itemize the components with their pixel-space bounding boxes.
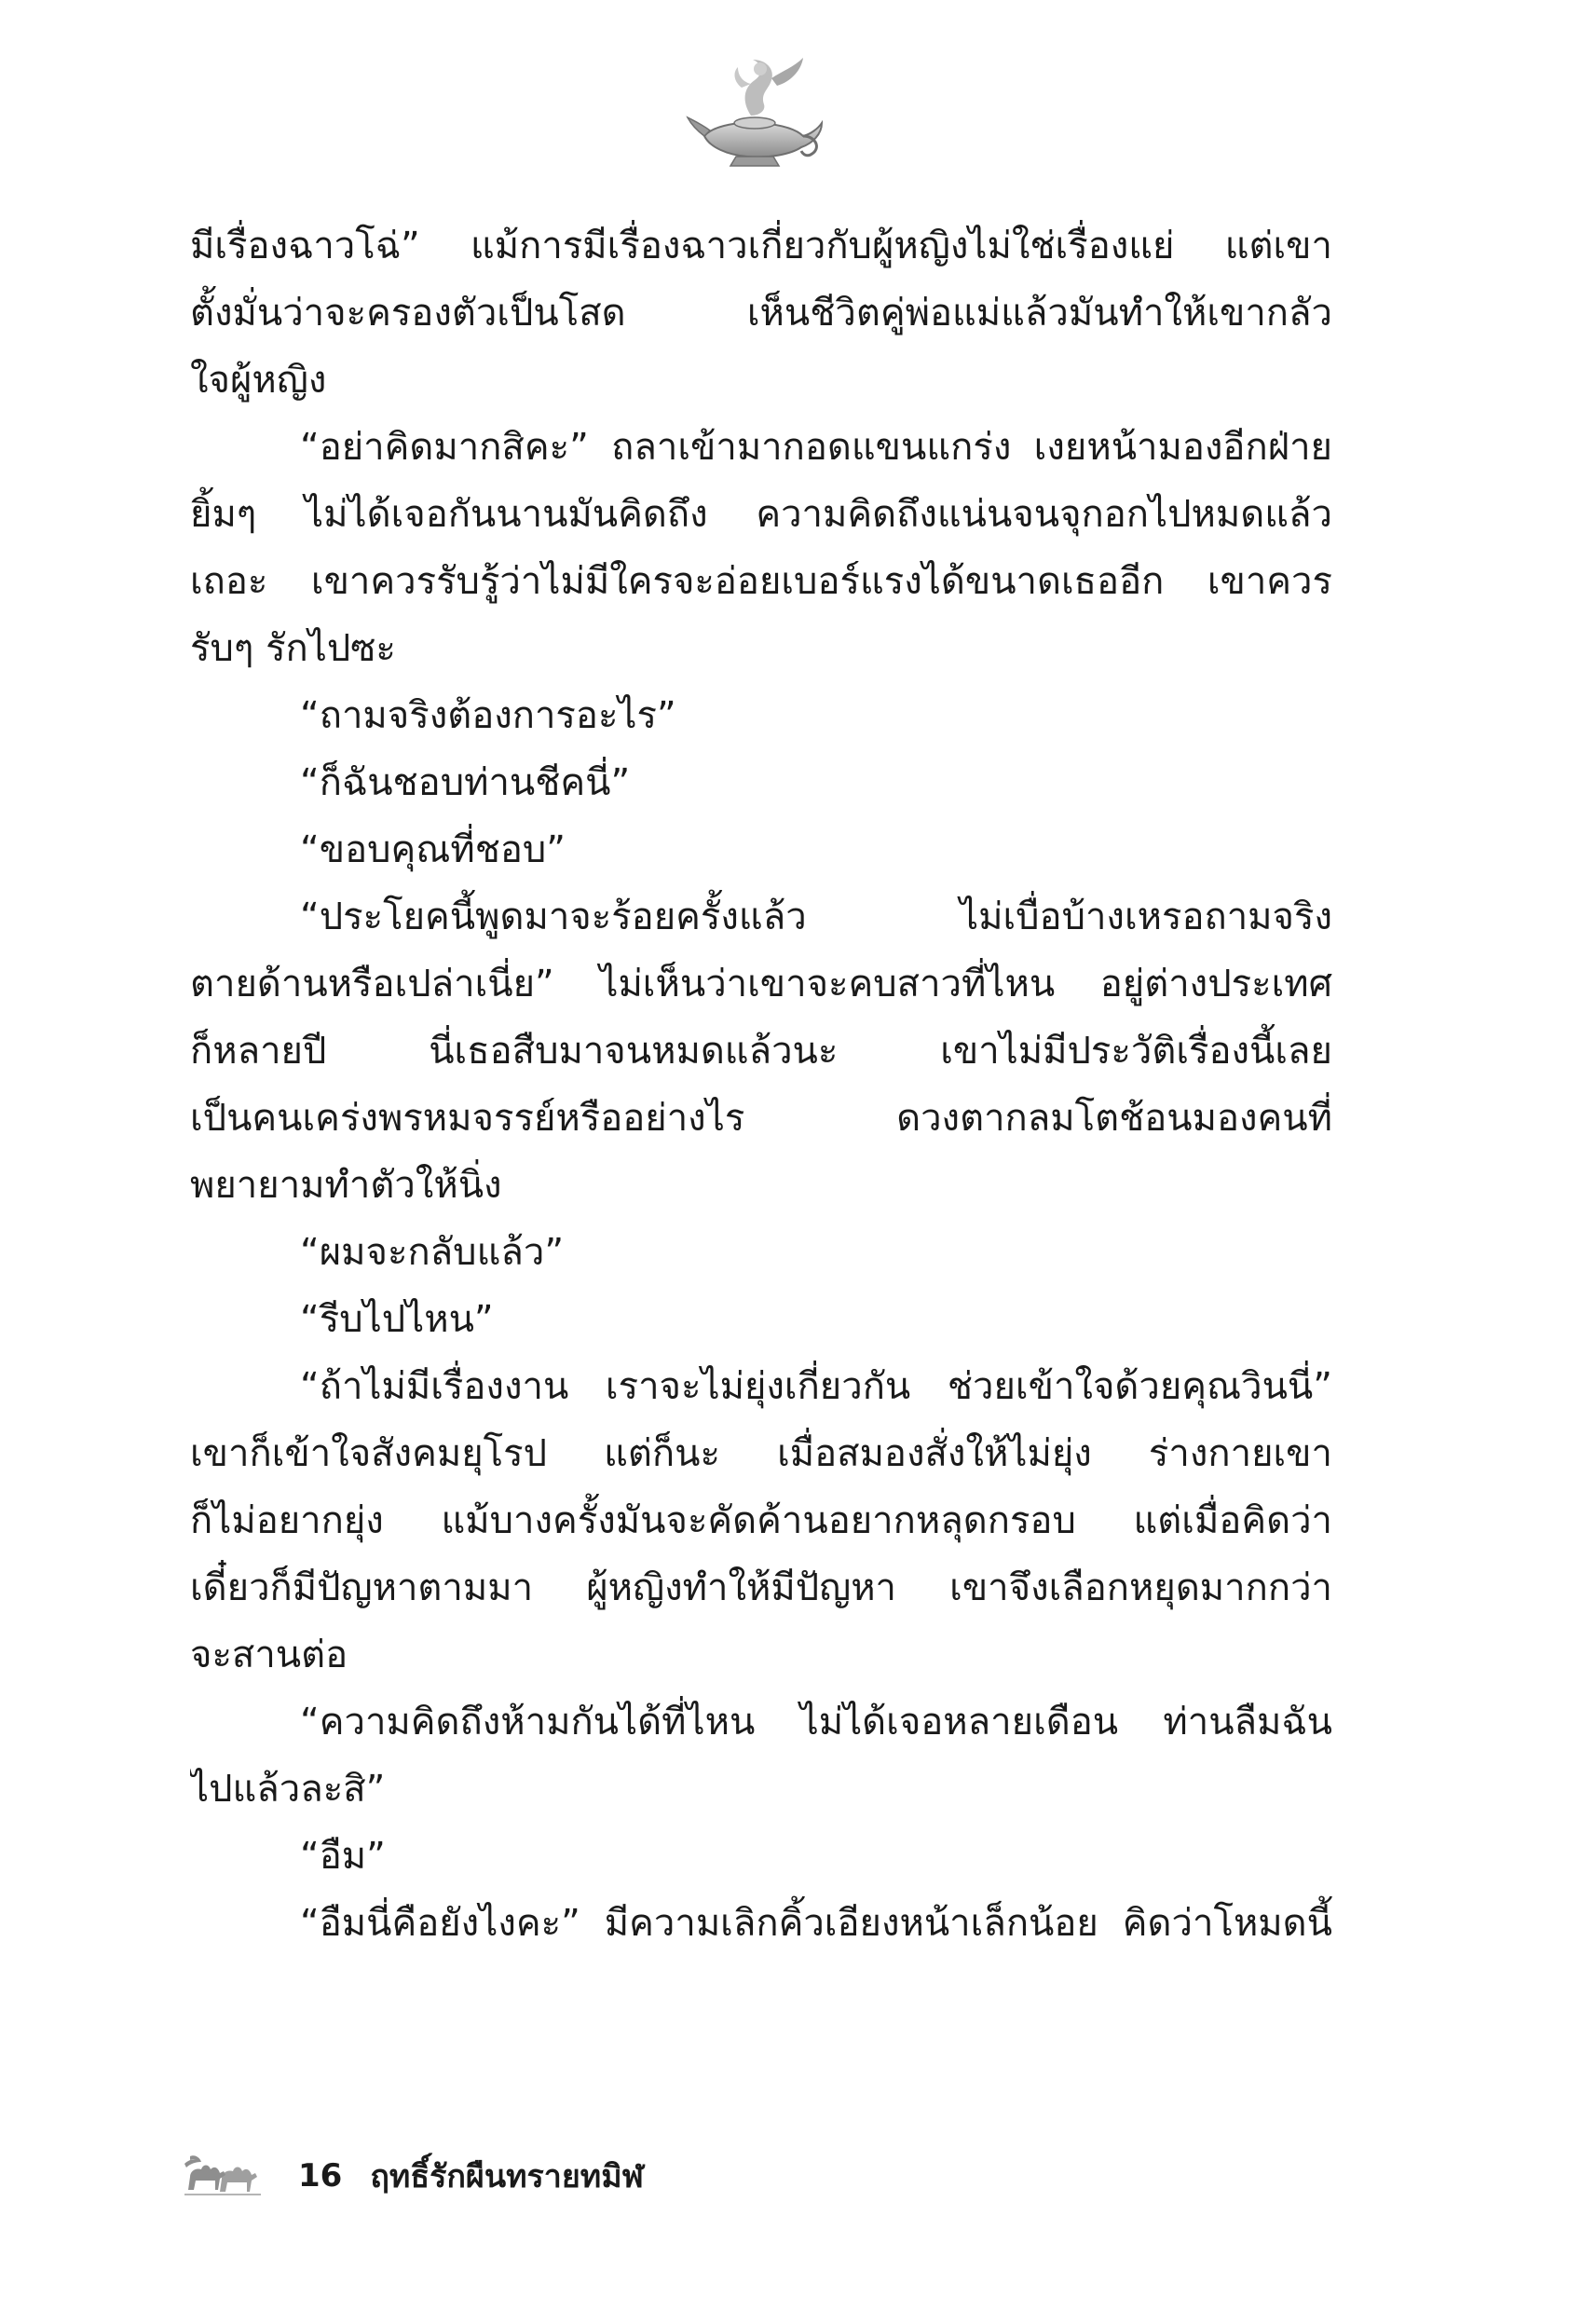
page-number: 16 xyxy=(298,2157,343,2195)
text-line: เถอะ เขาควรรับรู้ว่าไม่มีใครจะอ่อยเบอร์แรงได้ขนาดเธออีก เขาควร xyxy=(190,560,1332,603)
text-line: “ถ้าไม่มีเรื่องงาน เราจะไม่ยุ่งเกี่ยวกัน ช่วยเข้าใจด้วยคุณวินนี่” xyxy=(300,1365,1332,1408)
text-line: เขาก็เข้าใจสังคมยุโรป แต่ก็นะ เมื่อสมองสั่งให้ไม่ยุ่ง ร่างกายเขา xyxy=(190,1432,1332,1475)
book-title: ฤทธิ์รักผืนทรายทมิฬ xyxy=(370,2158,644,2195)
text-line: พยายามทำตัวให้นิ่ง xyxy=(190,1164,502,1207)
text-line: ใจผู้หญิง xyxy=(190,359,327,402)
text-line: ไปแล้วละสิ” xyxy=(190,1768,386,1811)
camel-caravan-icon xyxy=(183,2153,263,2199)
text-line: ตั้งมั่นว่าจะครองตัวเป็นโสด เห็นชีวิตคู่พ่อแม่แล้วมันทำให้เขากลัว xyxy=(190,292,1332,335)
text-line: “ความคิดถึงห้ามกันได้ที่ไหน ไม่ได้เจอหลายเดือน ท่านลืมฉัน xyxy=(300,1701,1332,1744)
text-line: “ถามจริงต้องการอะไร” xyxy=(300,694,676,737)
text-line: “อืม” xyxy=(300,1835,386,1878)
text-line: รับๆ รักไปซะ xyxy=(190,627,396,670)
text-line: เป็นคนเคร่งพรหมจรรย์หรืออย่างไร ดวงตากลมโตช้อนมองคนที่ xyxy=(190,1097,1332,1140)
text-line: “รีบไปไหน” xyxy=(300,1298,494,1341)
text-line: ตายด้านหรือเปล่าเนี่ย” ไม่เห็นว่าเขาจะคบสาวที่ไหน อยู่ต่างประเทศ xyxy=(190,963,1332,1005)
text-line: “ก็ฉันชอบท่านชีคนี่” xyxy=(300,761,631,804)
text-line: ก็หลายปี นี่เธอสืบมาจนหมดแล้วนะ เขาไม่มีประวัติเรื่องนี้เลย xyxy=(190,1030,1332,1073)
text-line: มีเรื่องฉาวโฉ่” แม้การมีเรื่องฉาวเกี่ยวกับผู้หญิงไม่ใช่เรื่องแย่ แต่เขา xyxy=(190,225,1332,267)
genie-lamp-icon xyxy=(686,50,825,171)
text-line: “อืมนี่คือยังไงคะ” มีความเลิกคิ้วเอียงหน้าเล็กน้อย คิดว่าโหมดนี้ xyxy=(300,1902,1332,1945)
body-text xyxy=(190,212,1332,1957)
text-line: เดี๋ยวก็มีปัญหาตามมา ผู้หญิงทำให้มีปัญหา เขาจึงเลือกหยุดมากกว่า xyxy=(190,1566,1332,1609)
text-line: จะสานต่อ xyxy=(190,1634,348,1676)
text-line: “อย่าคิดมากสิคะ” ถลาเข้ามากอดแขนแกร่ง เงยหน้ามองอีกฝ่าย xyxy=(300,426,1332,469)
text-line: ยิ้มๆ ไม่ได้เจอกันนานมันคิดถึง ความคิดถึงแน่นจนจุกอกไปหมดแล้ว xyxy=(190,493,1332,536)
page-footer xyxy=(183,2148,644,2204)
text-line: “ผมจะกลับแล้ว” xyxy=(300,1231,565,1274)
text-line: “ขอบคุณที่ชอบ” xyxy=(300,828,566,871)
text-line: “ประโยคนี้พูดมาจะร้อยครั้งแล้ว ไม่เบื่อบ้างเหรอถามจริง xyxy=(300,896,1332,938)
text-line: ก็ไม่อยากยุ่ง แม้บางครั้งมันจะคัดค้านอยากหลุดกรอบ แต่เมื่อคิดว่า xyxy=(190,1499,1332,1542)
